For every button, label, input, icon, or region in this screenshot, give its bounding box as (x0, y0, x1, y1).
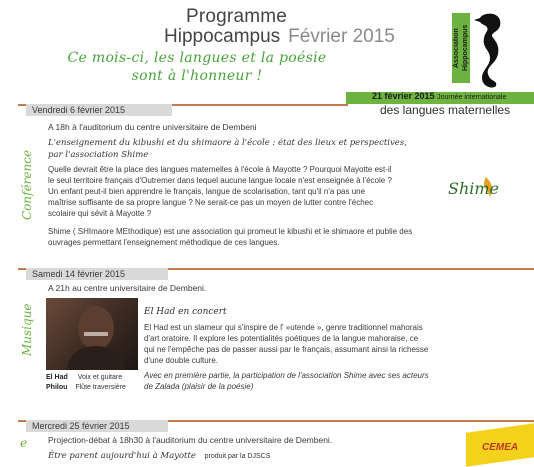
section1-title-line2: par l'association Shime (48, 150, 149, 160)
caption-philou-role: Flûte traversière (75, 384, 126, 391)
cemea-logo-text: CEMEA (482, 442, 519, 453)
title-line2 (164, 26, 395, 48)
shime-logo (446, 175, 502, 203)
journee-subtitle: des langues maternelles (380, 103, 511, 117)
section2-body (144, 322, 524, 366)
shime-logo-text: Shime (448, 179, 500, 198)
section1-body-line: le seul territoire français d'Outremer dans lequel aucune langue locale n'est enseignée à l'école ? (48, 176, 392, 185)
title-line1: Programme (186, 6, 288, 27)
journee-date: 21 février 2015 (372, 91, 435, 101)
section1-body-line: Quelle devrait être la place des langues maternelles à l'école à Mayotte ? Pourquoi Mayotte est-il (48, 165, 392, 174)
section1-title (48, 137, 518, 161)
section2-place: A 21h au centre universitaire de Dembeni. (48, 283, 207, 293)
section3-date: Mercredi 25 février 2015 (26, 420, 168, 432)
section2-body-line: d'une double culture. (144, 356, 219, 365)
slogan (32, 49, 362, 85)
el-had-photo (46, 298, 138, 370)
section1-body-line: maîtrise suffisante de sa propre langue ? Ne serait-ce pas un moyen de lutter contre l'échec (48, 198, 374, 207)
section2-category: Musique (20, 303, 34, 356)
section1-body-line: scolaire qui sévit à Mayotte ? (48, 209, 152, 218)
section2-body-line: qui ne l'empêche pas de passer aussi par le français, assumant ainsi la richesse (144, 345, 429, 354)
slogan-line1: Ce mois-ci, les langues et la poésie (67, 50, 327, 66)
section1-place: A 18h à l'auditorium du centre universitaire de Dembeni (48, 122, 257, 132)
slogan-line2: sont à l'honneur ! (131, 68, 263, 84)
section2-title: El Had en concert (144, 307, 227, 317)
caption-philou (46, 383, 126, 393)
section1-body2 (48, 226, 528, 248)
section3-partial-title (48, 450, 270, 463)
caption-el-had-name: El Had (46, 374, 68, 381)
caption-el-had-role: Voix et guitare (77, 374, 123, 381)
performer-portrait-icon (46, 298, 138, 370)
seahorse-icon (472, 10, 508, 90)
section1-body2-line: ouvrages permettant l'enseignement méthodique de ces langues. (48, 238, 280, 247)
caption-el-had (46, 373, 122, 383)
section2-body-line: d'art oratoire. Il explore les potentialités poétiques de la langue mahoraise, ce (144, 334, 419, 343)
section1-title-line1: L'enseignement du kibushi et du shimaore à l'école : état des lieux et perspectives, (48, 138, 407, 148)
caption-philou-name: Philou (46, 384, 68, 391)
section2-italic-line: de Zalada (plaisir de la poésie) (144, 382, 254, 391)
association-logo-text: Association Hippocampus (453, 24, 469, 72)
section2-date: Samedi 14 février 2015 (26, 268, 168, 280)
section2-italic (144, 370, 524, 392)
section3-partial-title-text: Être parent aujourd'hui à Mayotte (48, 451, 196, 461)
title-month: Février 2015 (288, 26, 395, 47)
section3-partial-credit: produit par la DJSCS (204, 453, 271, 460)
journee-banner-text (372, 91, 506, 101)
journee-label: Journée internationale (437, 94, 507, 101)
section1-date: Vendredi 6 février 2015 (26, 104, 172, 116)
section3-category-partial: e (20, 436, 28, 450)
section1-category: Conférence (20, 149, 34, 220)
title-hippocampus: Hippocampus (164, 26, 281, 47)
section3-place: Projection-débat à 18h30 à l'auditorium du centre universitaire de Dembeni. (48, 435, 333, 445)
section1-body (48, 164, 448, 219)
section2-italic-line: Avec en première partie, la participation de l'association Shime avec ses acteurs (144, 371, 429, 380)
section2-body-line: El Had est un slameur qui s'inspire de l' »utende », genre traditionnel mahorais (144, 323, 423, 332)
section1-body-line: Un enfant peut-il bien apprendre le français, langue de scolarisation, tant qu'il n'a pas une (48, 187, 366, 196)
section1-body2-line: Shime ( SHImaore MEthodique) est une association qui promeut le kibushi et le shimaore et publie des (48, 227, 413, 236)
